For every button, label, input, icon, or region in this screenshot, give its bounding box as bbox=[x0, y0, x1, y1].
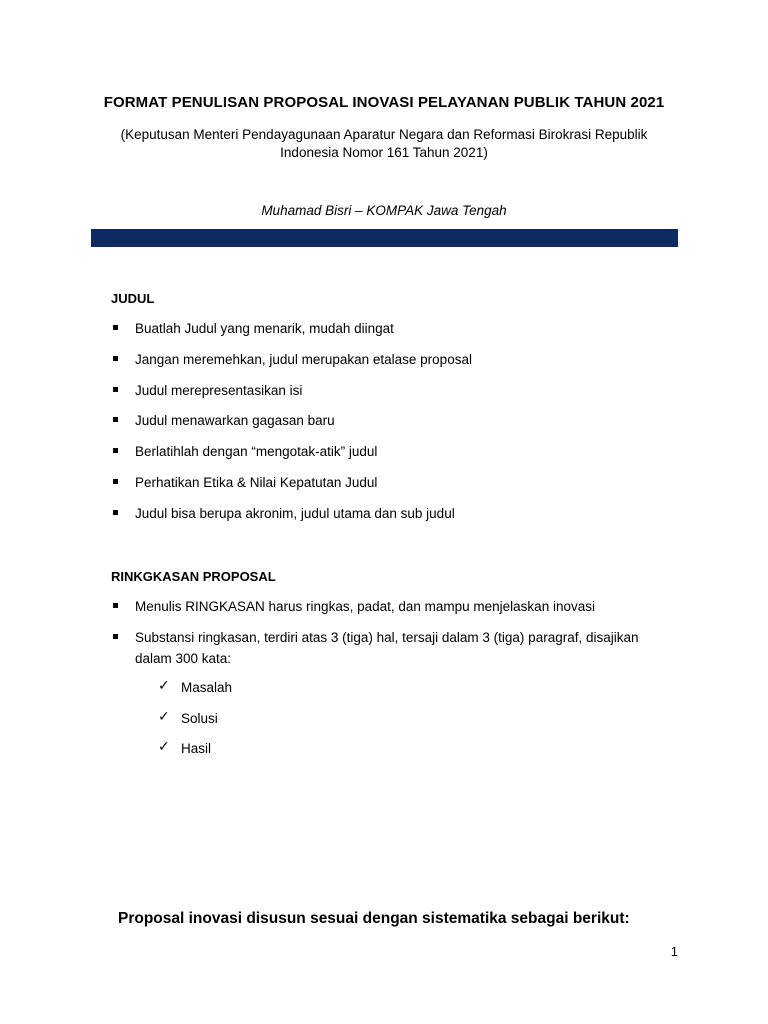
bullet-icon bbox=[113, 417, 118, 422]
list-item-text: Judul menawarkan gagasan baru bbox=[135, 413, 335, 429]
bullet-icon bbox=[113, 356, 118, 361]
check-item bbox=[158, 678, 232, 698]
list-item-text: Perhatikan Etika & Nilai Kepatutan Judul bbox=[135, 474, 378, 490]
checkmark-icon: ✓ bbox=[158, 708, 170, 725]
list-item-text: Judul merepresentasikan isi bbox=[135, 382, 303, 398]
author-line: Muhamad Bisri – KOMPAK Jawa Tengah bbox=[261, 203, 507, 218]
document-title: FORMAT PENULISAN PROPOSAL INOVASI PELAYANAN PUBLIK TAHUN 2021 bbox=[103, 94, 665, 111]
bullet-icon bbox=[113, 387, 118, 392]
bullet-icon bbox=[113, 510, 118, 515]
bullet-icon bbox=[113, 448, 118, 453]
check-item-text: Solusi bbox=[181, 710, 218, 726]
list-item-text: Berlatihlah dengan “mengotak-atik” judul bbox=[135, 444, 378, 460]
list-item bbox=[113, 472, 673, 493]
page-number: 1 bbox=[670, 944, 678, 959]
list-item bbox=[113, 410, 673, 431]
section-heading-ringkasan: RINKGKASAN PROPOSAL bbox=[111, 569, 276, 584]
list-item bbox=[113, 627, 673, 669]
document-subtitle: (Keputusan Menteri Pendayagunaan Aparatur Negara dan Reformasi Birokrasi Republik Indonesia Nomor 161 Tahun 2021) bbox=[120, 127, 648, 160]
bullet-icon bbox=[113, 479, 118, 484]
systematics-heading: Proposal inovasi disusun sesuai dengan sistematika sebagai berikut: bbox=[118, 910, 630, 927]
list-item bbox=[113, 596, 673, 617]
check-item-text: Hasil bbox=[181, 741, 212, 756]
list-item bbox=[113, 349, 673, 370]
check-item-text: Masalah bbox=[181, 680, 233, 695]
checkmark-icon: ✓ bbox=[158, 678, 170, 694]
list-item-text: Menulis RINGKASAN harus ringkas, padat, dan mampu menjelaskan inovasi bbox=[135, 599, 595, 614]
list-item-text: Jangan meremehkan, judul merupakan etalase proposal bbox=[135, 351, 472, 367]
check-item bbox=[158, 739, 232, 759]
ringkasan-bullet-list bbox=[113, 596, 673, 679]
section-heading-judul: JUDUL bbox=[111, 291, 155, 306]
bullet-icon bbox=[113, 603, 118, 608]
list-item-text: Judul bisa berupa akronim, judul utama dan sub judul bbox=[135, 505, 455, 521]
list-item-text: Substansi ringkasan, terdiri atas 3 (tiga) hal, tersaji dalam 3 (tiga) paragraf, disajikan dalam 300 kata: bbox=[135, 629, 639, 666]
list-item bbox=[113, 441, 673, 462]
checkmark-icon: ✓ bbox=[158, 739, 170, 755]
judul-bullet-list bbox=[113, 318, 673, 534]
list-item bbox=[113, 318, 673, 339]
list-item bbox=[113, 380, 673, 401]
divider-bar bbox=[91, 229, 678, 247]
bullet-icon bbox=[113, 634, 118, 639]
bullet-icon bbox=[113, 325, 118, 330]
list-item-text: Buatlah Judul yang menarik, mudah diingat bbox=[135, 321, 394, 336]
check-item bbox=[158, 709, 232, 729]
list-item bbox=[113, 503, 673, 524]
ringkasan-check-list bbox=[158, 678, 232, 770]
